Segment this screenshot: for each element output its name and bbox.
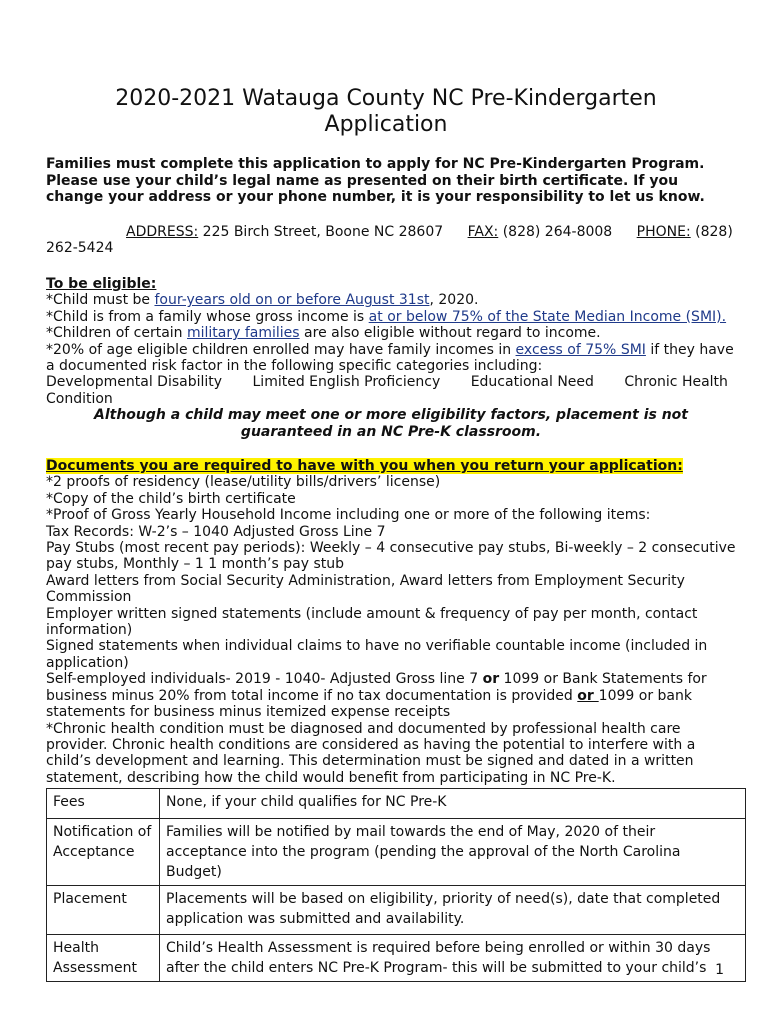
table-row — [47, 935, 746, 982]
category-item: Limited English Proficiency — [252, 374, 441, 391]
chronic-health-item: *Chronic health condition must be diagnosed and documented by professional health care provider. Chronic health conditions are considered as having the potential to interfere with a child’s development and learning. This determination must be signed and dated in a written statement, describing how the child would benefit from participating in NC Pre-K. — [46, 720, 696, 786]
fax-value: (828) 264-8008 — [502, 224, 613, 240]
documents-section — [46, 458, 736, 786]
age-suffix: , 2020. — [429, 292, 479, 309]
eligibility-note: Although a child may meet one or more eligibility factors, placement is not guaranteed in an NC Pre-K classroom. — [94, 407, 688, 440]
address-value: 225 Birch Street, Boone NC 28607 — [202, 224, 444, 240]
intro-paragraph: Families must complete this application to apply for NC Pre-Kindergarten Program. Please use your child’s legal name as presented on their birth certificate. If you change your address or your phone number, it is your responsibility to let us know. — [46, 156, 705, 205]
self-employed-item — [46, 671, 736, 720]
phone-label: PHONE: — [636, 224, 691, 240]
program-info-table — [46, 788, 746, 982]
address-label: ADDRESS: — [126, 224, 199, 240]
document-item: Tax Records: W-2’s – 1040 Adjusted Gross Line 7 — [46, 523, 386, 540]
title-line-1: 2020-2021 Watauga County NC Pre-Kindergarten — [115, 86, 657, 111]
table-key: Notification of Acceptance — [47, 819, 160, 886]
excess-smi-link[interactable]: excess of 75% SMI — [515, 341, 646, 358]
table-value: Child’s Health Assessment is required before being enrolled or within 30 days after the child enters NC Pre-K Program- this will be submitted to your child’s — [160, 935, 746, 982]
self-employed-text-c: 1099 or bank statements for business minus itemized expense receipts — [46, 687, 692, 721]
smi-link[interactable]: at or below 75% of the State Median Income (SMI). — [368, 308, 727, 325]
category-item: Educational Need — [470, 374, 594, 391]
eligibility-age — [46, 292, 736, 308]
eligibility-military — [46, 325, 736, 341]
risk-categories — [46, 374, 736, 407]
page-title — [46, 86, 726, 138]
document-item: *2 proofs of residency (lease/utility bills/drivers’ license) — [46, 474, 441, 491]
table-value: Families will be notified by mail towards the end of May, 2020 of their acceptance into the program (pending the approval of the North Carolina Budget) — [160, 819, 746, 886]
table-value: None, if your child qualifies for NC Pre-K — [160, 789, 746, 819]
title-line-2: Application — [324, 112, 448, 137]
or-emphasis: or — [482, 671, 500, 688]
table-key: Placement — [47, 886, 160, 935]
table-row — [47, 886, 746, 935]
table-key: Health Assessment — [47, 935, 160, 982]
table-value: Placements will be based on eligibility, priority of need(s), date that completed application was submitted and availability. — [160, 886, 746, 935]
document-item: *Proof of Gross Yearly Household Income including one or more of the following items: — [46, 507, 651, 524]
self-employed-text-b: 1099 or Bank Statements for business minus 20% from total income if no tax documentation is provided — [46, 671, 707, 704]
table-row — [47, 789, 746, 819]
page-number: 1 — [715, 962, 724, 978]
age-text: *Child must be — [46, 292, 155, 309]
documents-heading: Documents you are required to have with you when you return your application: — [46, 458, 683, 474]
document-item: *Copy of the child’s birth certificate — [46, 490, 296, 507]
military-suffix: are also eligible without regard to income. — [299, 325, 601, 342]
fax-label: FAX: — [467, 224, 499, 240]
eligibility-section — [46, 276, 736, 440]
military-link[interactable]: military families — [187, 325, 300, 342]
eligibility-excess — [46, 342, 736, 375]
eligibility-heading: To be eligible: — [46, 276, 157, 292]
document-item: Award letters from Social Security Administration, Award letters from Employment Security Commission — [46, 572, 685, 606]
document-item: Pay Stubs (most recent pay periods): Weekly – 4 consecutive pay stubs, Bi-weekly – 2 consecutive pay stubs, Monthly – 1 1 month’s pay stub — [46, 540, 736, 573]
phone-value: (828) 262-5424 — [46, 224, 733, 257]
military-text: *Children of certain — [46, 325, 187, 342]
category-item: Chronic Health Condition — [46, 374, 728, 407]
contact-line — [46, 224, 736, 257]
self-employed-text-a: Self-employed individuals- 2019 - 1040- Adjusted Gross line 7 — [46, 671, 483, 688]
or-emphasis-underlined: or — [577, 687, 599, 704]
income-text: *Child is from a family whose gross income is — [46, 308, 369, 325]
document-item: Employer written signed statements (include amount & frequency of pay per month, contact information) — [46, 605, 698, 639]
eligibility-income — [46, 309, 736, 325]
category-item: Developmental Disability — [46, 374, 223, 391]
document-item: Signed statements when individual claims to have no verifiable countable income (included in application) — [46, 638, 708, 671]
table-key: Fees — [47, 789, 160, 819]
documents-heading-row — [46, 458, 736, 474]
age-link[interactable]: four-years old on or before August 31st — [154, 292, 430, 309]
excess-text: *20% of age eligible children enrolled may have family incomes in — [46, 341, 516, 358]
excess-suffix: if they have a documented risk factor in the following specific categories including: — [46, 341, 734, 375]
table-row — [47, 819, 746, 886]
